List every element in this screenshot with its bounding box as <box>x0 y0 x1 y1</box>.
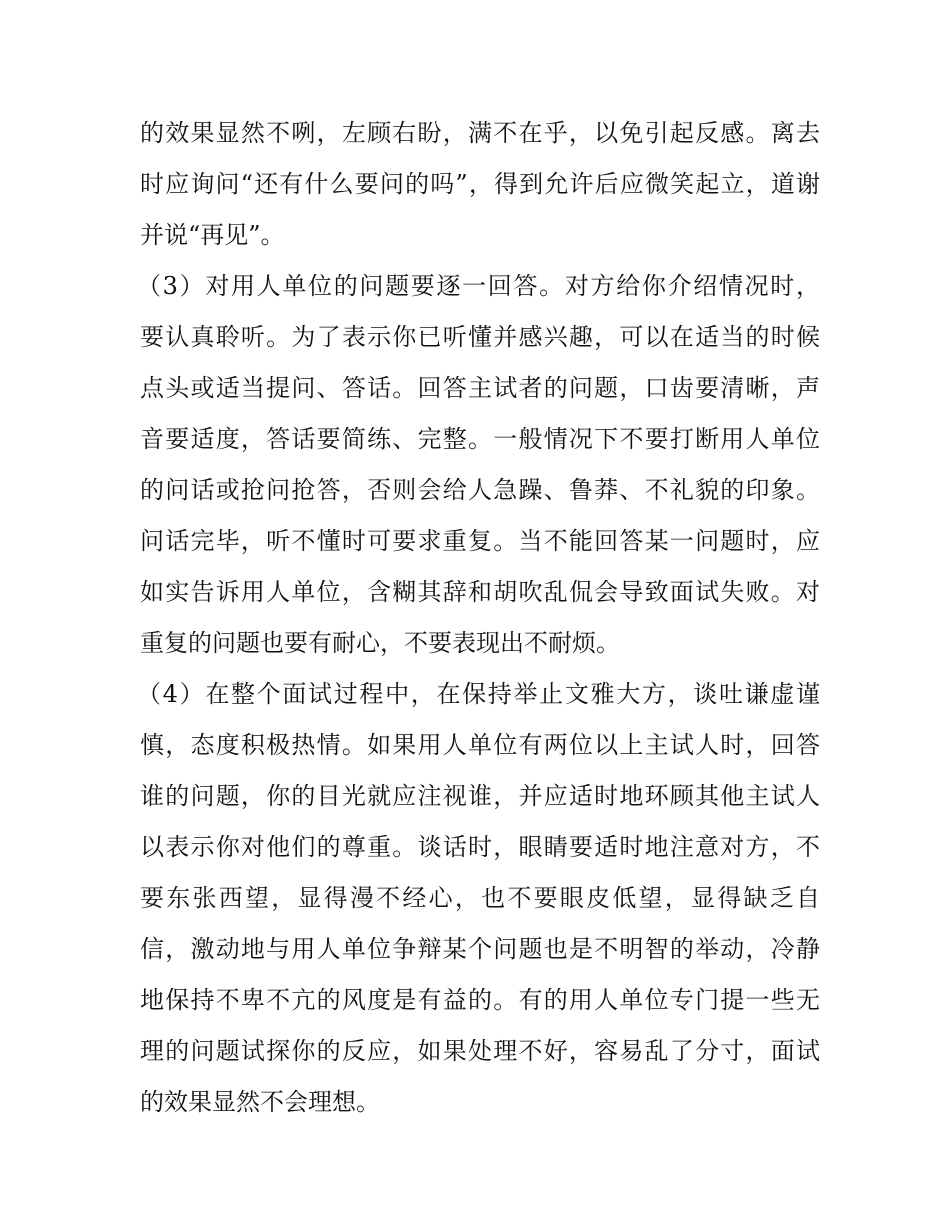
body-text <box>137 108 820 1128</box>
text-line: 问话完毕，听不懂时可要求重复。当不能回答某一问题时，应 <box>140 527 820 555</box>
list-item-4-start: （4）在整个面试过程中，在保持举止文雅大方，谈吐谦虚谨 <box>137 680 820 708</box>
text-line: 重复的问题也要有耐心，不要表现出不耐烦。 <box>140 629 620 657</box>
text-line: 谁的问题，你的目光就应注视谁，并应适时地环顾其他主试人 <box>140 782 820 810</box>
text-line: 地保持不卑不亢的风度是有益的。有的用人单位专门提一些无 <box>140 986 820 1014</box>
text-line: 时应询问“还有什么要问的吗”，得到允许后应微笑起立，道谢 <box>140 170 820 198</box>
text-line: 理的问题试探你的反应，如果处理不好，容易乱了分寸，面试 <box>140 1037 820 1065</box>
text-line: 要认真聆听。为了表示你已听懂并感兴趣，可以在适当的时候 <box>140 323 820 351</box>
text-line: 以表示你对他们的尊重。谈话时，眼睛要适时地注意对方，不 <box>140 833 820 861</box>
text-line: 的效果显然不会理想。 <box>140 1088 380 1116</box>
text-line: 要东张西望，显得漫不经心，也不要眼皮低望，显得缺乏自 <box>140 884 820 912</box>
text-line: 音要适度，答话要简练、完整。一般情况下不要打断用人单位 <box>140 425 820 453</box>
text-line: 如实告诉用人单位，含糊其辞和胡吹乱侃会导致面试失败。对 <box>140 578 820 606</box>
text-line: 的效果显然不咧，左顾右盼，满不在乎，以免引起反感。离去 <box>140 119 820 147</box>
text-line: 信，激动地与用人单位争辩某个问题也是不明智的举动，冷静 <box>140 935 820 963</box>
text-line: 点头或适当提问、答话。回答主试者的问题，口齿要清晰，声 <box>140 374 820 402</box>
text-line: 的问话或抢问抢答，否则会给人急躁、鲁莽、不礼貌的印象。 <box>140 476 820 504</box>
text-line: 并说“再见”。 <box>140 221 285 249</box>
list-item-3-start: （3）对用人单位的问题要逐一回答。对方给你介绍情况时， <box>137 272 820 300</box>
text-line: 慎，态度积极热情。如果用人单位有两位以上主试人时，回答 <box>140 731 820 759</box>
